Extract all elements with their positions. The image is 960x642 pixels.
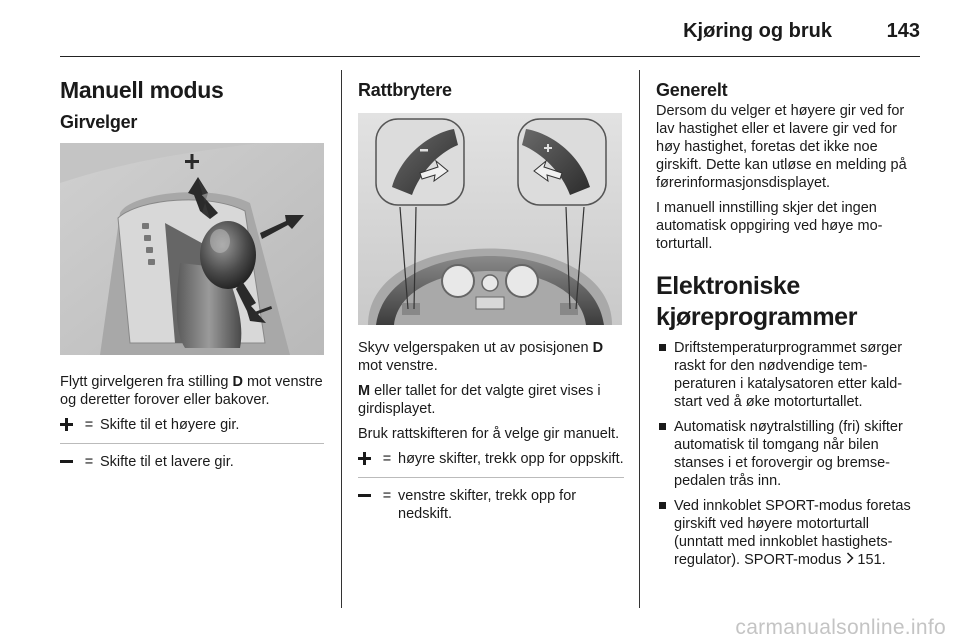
column-steering-paddles <box>358 72 624 532</box>
separator <box>358 477 624 478</box>
gear-selector-illustration <box>60 143 324 355</box>
definition-minus: = Skifte til et lavere gir. <box>60 453 324 471</box>
column-general <box>656 72 922 576</box>
steering-wheel-illustration <box>358 113 622 325</box>
section-heading <box>656 271 922 333</box>
page-header <box>60 0 920 56</box>
list-item: Automatisk nøytralstilling (fri) skifter automatisk til tomgang når bilen stanses i et forovergir og bremsepedalen trås inn. <box>656 418 922 490</box>
bullet-square-icon <box>659 423 666 430</box>
bullet-square-icon <box>659 502 666 509</box>
definition-plus: = høyre skifter, trekk opp for oppskift. <box>358 450 624 468</box>
paragraph: Skyv velgerspaken ut av posisjonen D mot venstre. <box>358 340 604 374</box>
paragraph: Flytt girvelgeren fra stilling D mot venstre og deretter forover eller bakover. <box>60 374 323 408</box>
plus-icon <box>60 416 78 434</box>
bullet-list <box>656 339 922 569</box>
minus-icon <box>60 453 78 471</box>
minus-icon <box>358 487 376 523</box>
column-manual-mode <box>60 72 324 480</box>
section-title: Manuell modus <box>60 77 224 103</box>
section-title-line: Elektroniske <box>656 272 800 300</box>
chapter-title: Kjøring og bruk <box>683 20 832 42</box>
watermark: carmanualsonline.info <box>735 616 946 639</box>
definition-plus: = Skifte til et høyere gir. <box>60 416 324 434</box>
subsection-title: Girvelger <box>60 112 138 132</box>
page-number: 143 <box>886 20 920 42</box>
subsection-title: Generelt <box>656 80 728 100</box>
separator <box>60 443 324 444</box>
paragraph: Dersom du velger et høyere gir ved for lav hastighet eller et lavere gir ved for høy hastighet, foretas det ikke noe girskift. Dette kan utløse en melding på førerinformasjonsdisplayet. <box>656 103 907 191</box>
page-reference-icon <box>846 551 854 569</box>
paragraph: Bruk rattskifteren for å velge gir manuelt. <box>358 426 620 442</box>
definition-minus: = venstre skifter, trekk opp for nedskift. <box>358 487 624 523</box>
column-divider <box>341 70 342 608</box>
plus-icon <box>358 450 376 468</box>
column-divider <box>639 70 640 608</box>
list-item: Ved innkoblet SPORT-modus foretas girskift ved høyere motorturtall (unntatt med innkoblet hastighetsregulator). SPORT-modus 151. <box>656 497 922 569</box>
bullet-square-icon <box>659 344 666 351</box>
paragraph: M eller tallet for det valgte giret vises i girdisplayet. <box>358 383 601 417</box>
section-title-line: kjøreprogrammer <box>656 303 858 331</box>
header-rule <box>60 56 920 57</box>
subsection-title: Rattbrytere <box>358 80 452 100</box>
paragraph: I manuell innstilling skjer det ingen automatisk oppgiring ved høye motorturtall. <box>656 200 883 252</box>
page-reference[interactable]: 151. <box>857 552 886 568</box>
list-item: Driftstemperaturprogrammet sørger raskt for den nødvendige temperaturen i katalysatoren etter kaldstart ved å øke motorturtallet. <box>656 339 922 411</box>
